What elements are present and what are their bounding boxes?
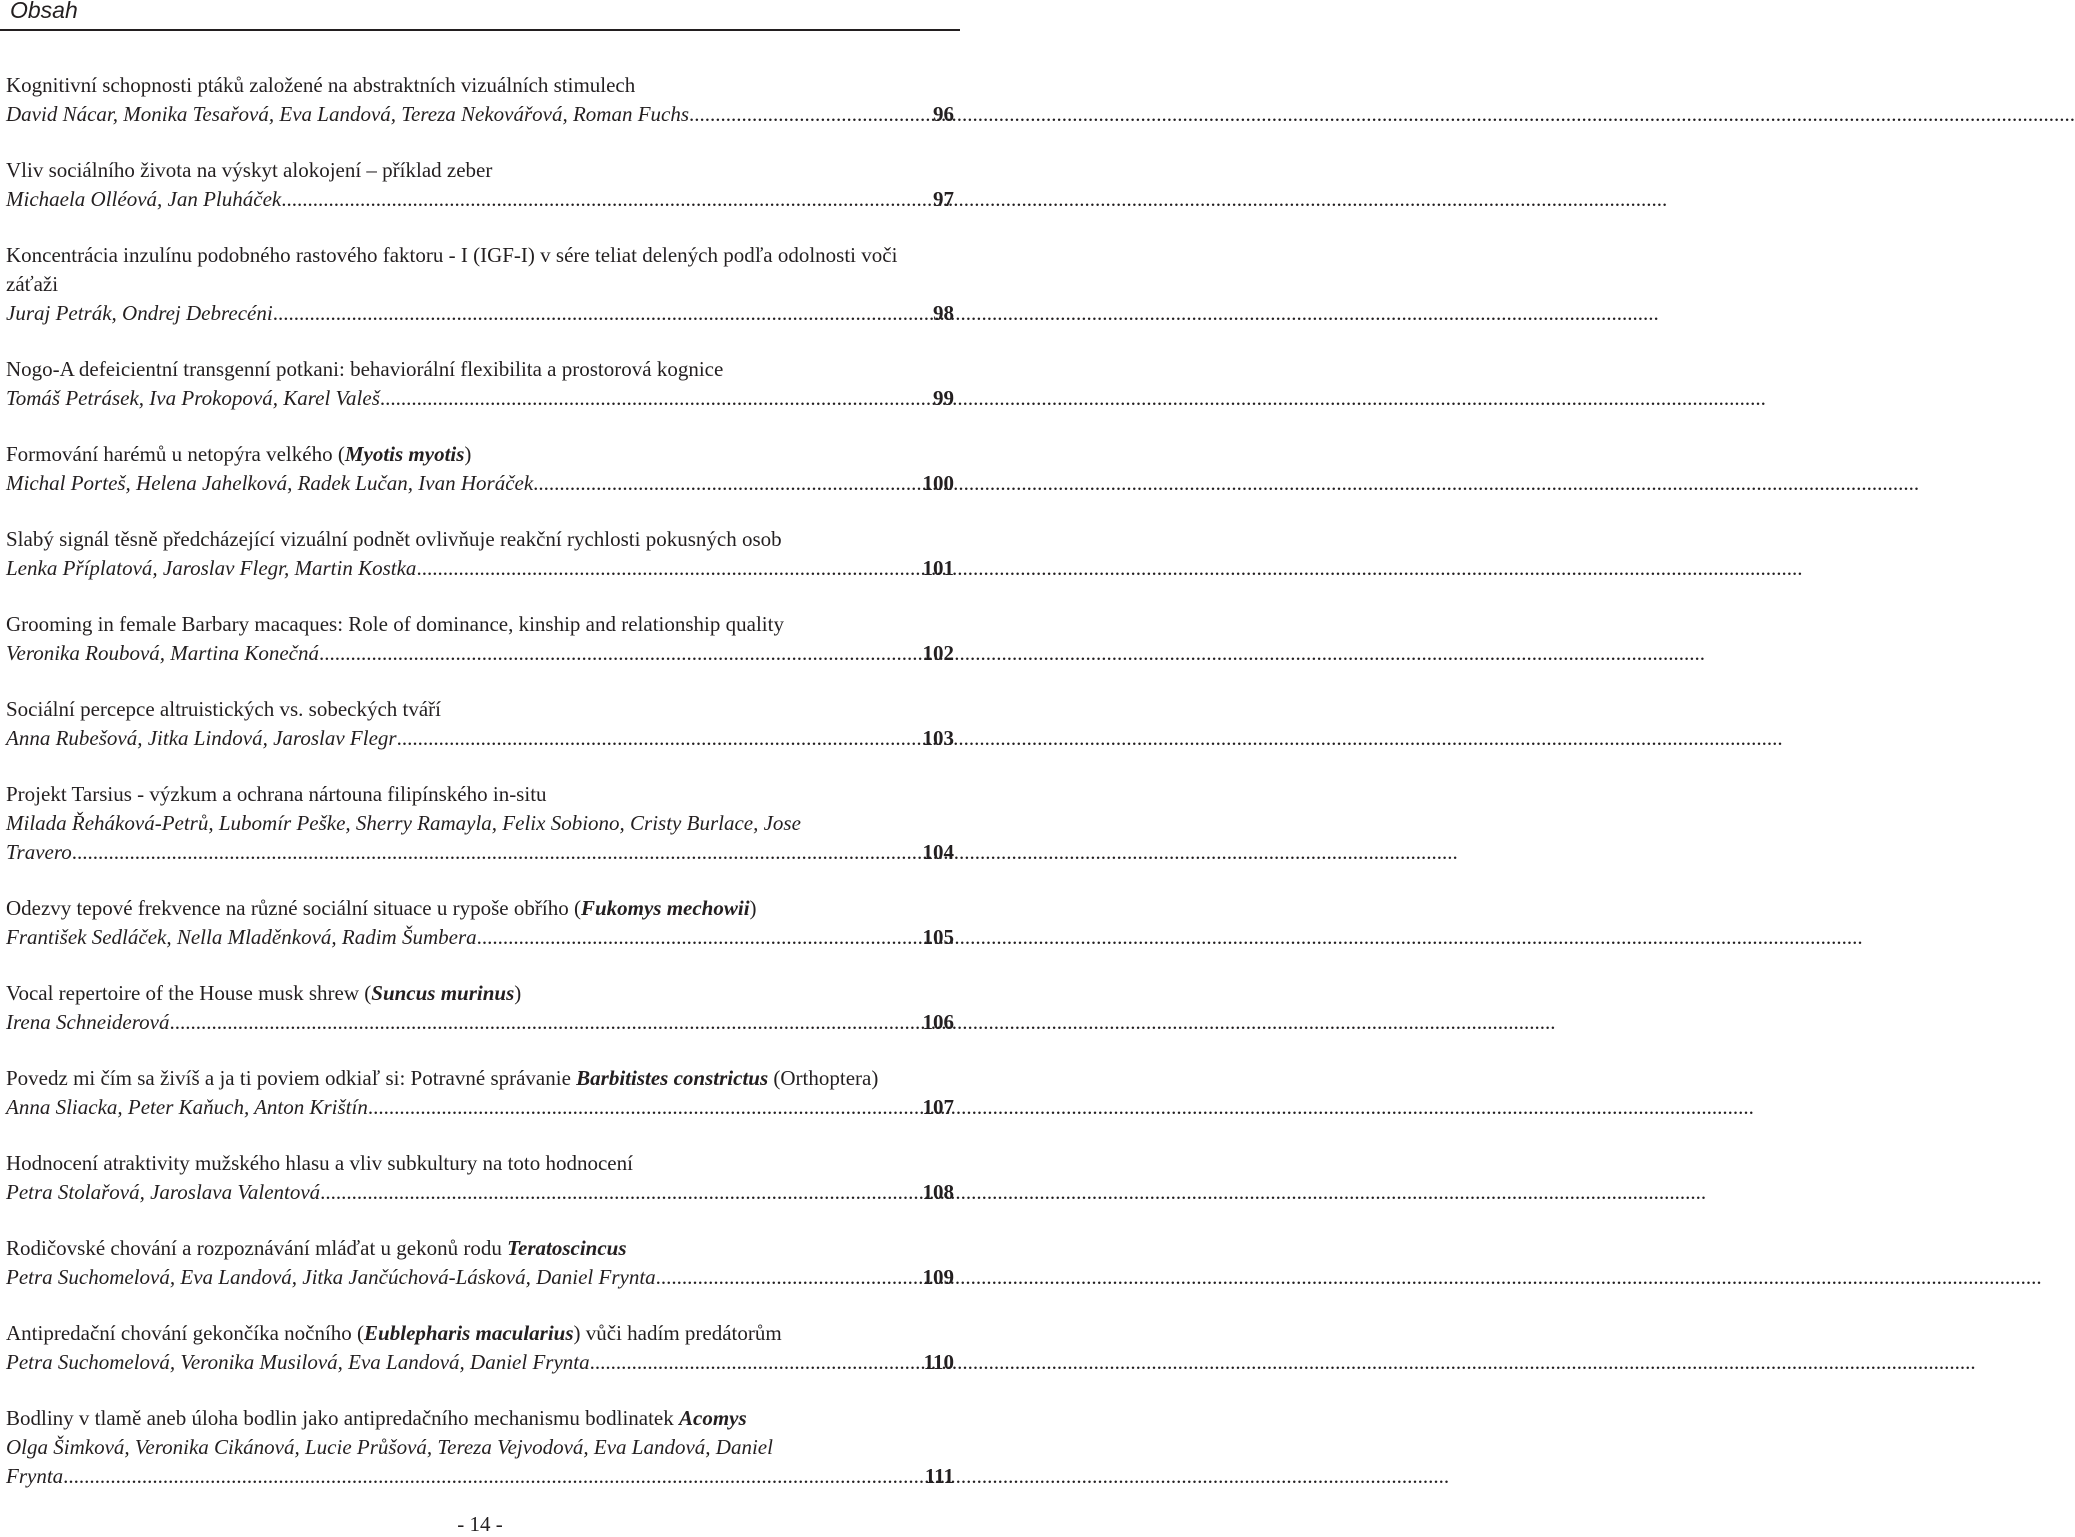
entry-authors: Irena Schneiderová — [6, 1010, 170, 1034]
entry-authors: Anna Sliacka, Peter Kaňuch, Anton Krištín — [6, 1095, 368, 1119]
toc-entry — [6, 440, 954, 498]
entry-authors: Veronika Roubová, Martina Konečná — [6, 641, 320, 665]
toc-entry — [6, 695, 954, 753]
dot-leader — [590, 1348, 922, 1377]
toc-entry — [6, 1234, 954, 1292]
entry-title: Slabý signál těsně předcházející vizuální podnět ovlivňuje reakční rychlosti pokusných osob — [6, 527, 782, 551]
entry-authors: Petra Stolařová, Jaroslava Valentová — [6, 1180, 321, 1204]
entry-authors: Frynta — [6, 1464, 64, 1488]
entry-title: Grooming in female Barbary macaques: Role of dominance, kinship and relationship quality — [6, 612, 784, 636]
entry-title-text: Povedz mi čím sa živíš a ja ti poviem odkiaľ si: Potravné správanie — [6, 1066, 577, 1090]
entry-title: Kognitivní schopnosti ptáků založené na abstraktních vizuálních stimulech — [6, 73, 636, 97]
dot-leader — [169, 1008, 920, 1037]
entry-authors-line — [6, 1008, 954, 1037]
entry-title: Koncentrácia inzulínu podobného rastového faktoru - I (IGF-I) v sére teliat delených podľa odolnosti voči záťaži — [6, 243, 898, 296]
toc-entry — [6, 241, 954, 328]
dot-leader — [319, 639, 920, 668]
entry-authors-line — [6, 724, 954, 753]
entry-title: Sociální percepce altruistických vs. sobeckých tváří — [6, 697, 442, 721]
entry-authors-line — [6, 639, 954, 668]
dot-leader — [320, 1178, 920, 1207]
dot-leader — [533, 469, 920, 498]
entry-page-number: 96 — [933, 102, 954, 126]
entry-authors: Petra Suchomelová, Veronika Musilová, Eva Landová, Daniel Frynta — [6, 1350, 590, 1374]
entry-page-number: 101 — [922, 556, 954, 580]
toc-entry — [6, 355, 954, 413]
entry-authors: Tomáš Petrásek, Iva Prokopová, Karel Valeš — [6, 386, 380, 410]
species-name: Teratoscincus — [507, 1236, 627, 1260]
entry-title — [6, 440, 954, 469]
entry-title-text: Vocal repertoire of the House musk shrew ( — [6, 981, 372, 1005]
toc-entry — [6, 1149, 954, 1207]
toc-entry — [6, 71, 954, 129]
entry-title: Projekt Tarsius - výzkum a ochrana nártouna filipínského in-situ — [6, 782, 547, 806]
section-title: Obsah — [10, 0, 78, 23]
entry-page-number: 109 — [922, 1265, 954, 1289]
species-name: Acomys — [679, 1406, 747, 1430]
entry-page-number: 102 — [922, 641, 954, 665]
entry-authors-wrapped: Milada Řeháková-Petrů, Lubomír Peške, Sherry Ramayla, Felix Sobiono, Cristy Burlace, Jose — [6, 811, 801, 835]
entry-page-number: 103 — [922, 726, 954, 750]
entry-title-text: Antipredační chování gekončíka nočního ( — [6, 1321, 365, 1345]
entry-title-text: ) — [464, 442, 472, 466]
entry-title-text: ) vůči hadím predátorům — [573, 1321, 782, 1345]
entry-authors: Anna Rubešová, Jitka Lindová, Jaroslav Flegr — [6, 726, 397, 750]
entry-title — [6, 1234, 954, 1263]
entry-title: Vliv sociálního života na výskyt alokojení – příklad zeber — [6, 158, 493, 182]
entry-page-number: 108 — [922, 1180, 954, 1204]
dot-leader — [656, 1263, 921, 1292]
entry-authors: Michal Porteš, Helena Jahelková, Radek Lučan, Ivan Horáček — [6, 471, 534, 495]
toc-entry — [6, 610, 954, 668]
entry-page-number: 111 — [924, 1464, 954, 1488]
entry-page-number: 107 — [922, 1095, 954, 1119]
toc-entry — [6, 894, 954, 952]
entry-page-number: 104 — [922, 840, 954, 864]
entry-authors-line — [6, 1348, 954, 1377]
entry-title: Hodnocení atraktivity mužského hlasu a vliv subkultury na toto hodnocení — [6, 1151, 633, 1175]
entry-authors: Juraj Petrák, Ondrej Debrecéni — [6, 301, 273, 325]
toc-entry — [6, 1404, 954, 1491]
entry-authors: Petra Suchomelová, Eva Landová, Jitka Jančúchová-Lásková, Daniel Frynta — [6, 1265, 656, 1289]
entry-authors: Travero — [6, 840, 72, 864]
toc-entry — [6, 1064, 954, 1122]
toc-entry — [6, 1319, 954, 1377]
dot-leader — [380, 384, 931, 413]
entry-title — [6, 1319, 954, 1348]
entry-authors: František Sedláček, Nella Mladěnková, Radim Šumbera — [6, 925, 477, 949]
entry-authors-line — [6, 299, 954, 328]
entry-authors-line — [6, 1093, 954, 1122]
page-footer-number: - 14 - — [457, 1512, 503, 1536]
dot-leader — [368, 1093, 921, 1122]
entry-title-text: Formování harémů u netopýra velkého ( — [6, 442, 345, 466]
entry-authors: Michaela Olléová, Jan Pluháček — [6, 187, 282, 211]
entry-title-text: Odezvy tepové frekvence na různé sociální situace u rypoše obřího ( — [6, 896, 581, 920]
page-header — [0, 0, 960, 30]
entry-authors-line — [6, 923, 954, 952]
toc-entry — [6, 525, 954, 583]
entry-page-number: 105 — [922, 925, 954, 949]
entry-title — [6, 894, 954, 923]
entry-authors-line — [6, 100, 954, 129]
entry-title — [6, 1404, 954, 1433]
entry-page-number: 98 — [933, 301, 954, 325]
header-rule — [0, 29, 960, 31]
species-name: Barbitistes constrictus — [576, 1066, 769, 1090]
toc-entry — [6, 979, 954, 1037]
entry-authors-line — [6, 384, 954, 413]
entry-authors-line — [6, 1462, 954, 1491]
entry-page-number: 97 — [933, 187, 954, 211]
entry-authors: Lenka Příplatová, Jaroslav Flegr, Martin Kostka — [6, 556, 417, 580]
toc-entry — [6, 780, 954, 867]
entry-title-text: (Orthoptera) — [768, 1066, 879, 1090]
dot-leader — [477, 923, 921, 952]
dot-leader — [281, 185, 931, 214]
entry-title-text: ) — [749, 896, 757, 920]
entry-authors-line — [6, 838, 954, 867]
table-of-contents — [6, 71, 954, 1518]
species-name: Fukomys mechowii — [580, 896, 750, 920]
dot-leader — [397, 724, 921, 753]
entry-title — [6, 1064, 954, 1093]
entry-title-text: Rodičovské chování a rozpoznávání mláďat u gekonů rodu — [6, 1236, 508, 1260]
entry-title — [6, 979, 954, 1008]
entry-authors-line — [6, 185, 954, 214]
species-name: Eublepharis macularius — [364, 1321, 574, 1345]
entry-authors-line — [6, 1263, 954, 1292]
dot-leader — [689, 100, 931, 129]
entry-authors-line — [6, 469, 954, 498]
toc-entry — [6, 156, 954, 214]
entry-title-text: Bodliny v tlamě aneb úloha bodlin jako antipredačního mechanismu bodlinatek — [6, 1406, 680, 1430]
dot-leader — [273, 299, 931, 328]
species-name: Myotis myotis — [344, 442, 465, 466]
entry-page-number: 106 — [922, 1010, 954, 1034]
entry-authors-line — [6, 1178, 954, 1207]
entry-title-text: ) — [514, 981, 522, 1005]
dot-leader — [416, 554, 920, 583]
entry-authors-line — [6, 554, 954, 583]
entry-page-number: 99 — [933, 386, 954, 410]
entry-title: Nogo-A defeicientní transgenní potkani: behaviorální flexibilita a prostorová kognice — [6, 357, 724, 381]
entry-page-number: 100 — [922, 471, 954, 495]
entry-authors: David Nácar, Monika Tesařová, Eva Landová, Tereza Nekovářová, Roman Fuchs — [6, 102, 690, 126]
entry-authors-wrapped: Olga Šimková, Veronika Cikánová, Lucie Průšová, Tereza Vejvodová, Eva Landová, Daniel — [6, 1435, 773, 1459]
entry-page-number: 110 — [923, 1350, 954, 1374]
dot-leader — [63, 1462, 923, 1491]
species-name: Suncus murinus — [371, 981, 515, 1005]
dot-leader — [72, 838, 921, 867]
